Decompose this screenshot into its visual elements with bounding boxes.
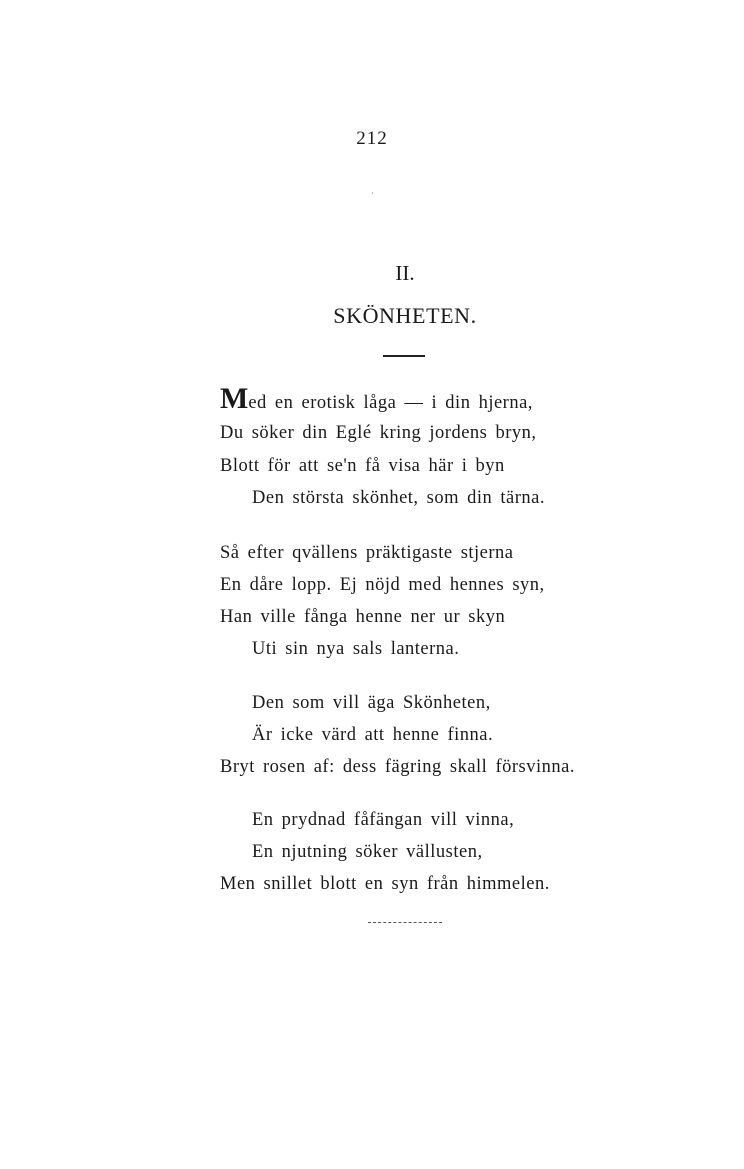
poem-line: Den som vill äga Skönheten,: [252, 693, 491, 713]
section-title: SKÖNHETEN.: [333, 303, 477, 328]
section-number: II.: [395, 261, 415, 285]
drop-cap: M: [220, 382, 249, 415]
poem-line: Uti sin nya sals lanterna.: [252, 639, 460, 659]
poem-line: Så efter qvällens präktigaste stjerna: [220, 543, 514, 563]
poem-line: Men snillet blott en syn från himmelen.: [220, 874, 550, 894]
poem-line: En prydnad fåfängan vill vinna,: [252, 810, 515, 830]
poem-line-text: ed en erotisk låga — i din hjerna,: [248, 393, 533, 413]
poem-line: En njutning söker vällusten,: [252, 842, 483, 862]
poem-line: Den största skönhet, som din tärna.: [252, 488, 545, 508]
poem-line: En dåre lopp. Ej nöjd med hennes syn,: [220, 575, 545, 595]
poem-line: Han ville fånga henne ner ur skyn: [220, 607, 506, 627]
poem-line: Du söker din Eglé kring jordens bryn,: [220, 423, 537, 443]
poem-line: Bryt rosen af: dess fägring skall försvinna.: [220, 757, 575, 777]
page-number: 212: [356, 128, 388, 149]
poem-line: Blott för att se'n få visa här i byn: [220, 456, 505, 476]
poem-line: Är icke värd att henne finna.: [252, 725, 494, 745]
end-rule: [368, 922, 442, 924]
poem-line: [220, 384, 533, 414]
